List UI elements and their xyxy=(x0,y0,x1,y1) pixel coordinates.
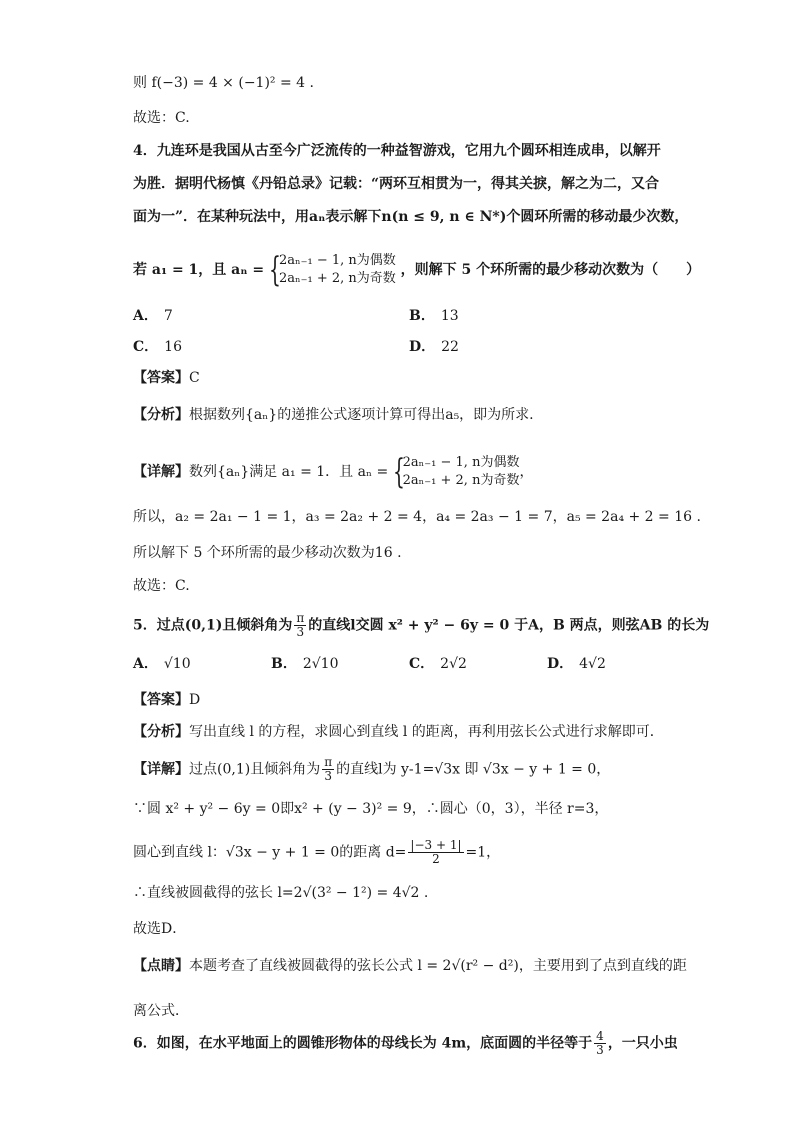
fraction-denominator: 2 xyxy=(432,852,440,866)
q4-option-d xyxy=(409,337,459,357)
analysis-tag: 【分析】 xyxy=(133,407,189,423)
option-value: 2√10 xyxy=(302,656,339,672)
option-value: √10 xyxy=(163,656,191,672)
q4-detail-text-b: ， xyxy=(519,464,534,480)
option-value: 4√2 xyxy=(579,656,606,672)
q5-detail-fraction xyxy=(322,756,334,783)
option-value: 16 xyxy=(164,339,182,355)
option-value: 22 xyxy=(441,339,459,355)
option-label: D． xyxy=(547,656,574,672)
option-value: 13 xyxy=(440,308,459,324)
q3-choice-text: 故选：C. xyxy=(133,110,190,126)
q4-choice-line xyxy=(133,576,190,596)
answer-tag: 【答案】 xyxy=(133,692,189,708)
option-label: C． xyxy=(133,339,159,355)
brace-icon: { xyxy=(269,250,281,290)
q4-stem-text-3: 面为一”．在某种玩法中，用aₙ表示解下n(n ≤ 9, n ∈ N*)个圆环所需的移动最少次数， xyxy=(133,209,689,225)
q4-case-even: 2aₙ₋₁ − 1, n为偶数 xyxy=(279,253,396,268)
q6-fraction xyxy=(594,1030,606,1057)
option-label: B． xyxy=(271,656,297,672)
option-label: D． xyxy=(409,339,436,355)
q4-stem-line-3 xyxy=(133,207,688,227)
q5-option-a xyxy=(133,654,191,674)
q3-result-line xyxy=(133,73,314,93)
q5-stem-text-b: 的直线l交圆 x² + y² − 6y = 0 于A，B 两点，则弦AB 的长为 xyxy=(308,617,710,634)
q5-option-b xyxy=(271,654,339,674)
q6-stem-text-a: 6．如图，在水平地面上的圆锥形物体的母线长为 4m，底面圆的半径等于 xyxy=(133,1035,593,1052)
q5-fraction xyxy=(294,612,306,639)
answer-tag: 【答案】 xyxy=(133,370,189,386)
detail-tag: 【详解】 xyxy=(133,464,189,480)
q5-analysis-text: 写出直线 l 的方程，求圆心到直线 l 的距离，再利用弦长公式进行求解即可． xyxy=(189,724,664,740)
q4-stem-text-4a: 若 a₁ = 1，且 aₙ = xyxy=(133,262,265,278)
fraction-denominator: 3 xyxy=(296,625,305,639)
detail-tag: 【详解】 xyxy=(133,761,189,778)
q5-choice-line xyxy=(133,919,186,939)
q4-detail-text-a: 数列{aₙ}满足 a₁ = 1．且 aₙ = xyxy=(189,464,389,480)
q5-stem-text-a: 5．过点(0,1)且倾斜角为 xyxy=(133,617,293,634)
q4-detail-case-even: 2aₙ₋₁ − 1, n为偶数 xyxy=(402,455,520,470)
q5-distance-text-a: 圆心到直线 l：√3x − y + 1 = 0的距离 d= xyxy=(133,844,407,861)
q4-stem-line-1 xyxy=(133,141,661,161)
q4-conclusion-text: 所以解下 5 个环所需的最少移动次数为16 . xyxy=(133,545,402,561)
q5-comment-line-1 xyxy=(133,956,687,976)
q4-option-b xyxy=(409,306,459,326)
fraction-numerator: |−3 + 1| xyxy=(410,838,462,852)
q4-case-odd: 2aₙ₋₁ + 2, n为奇数 xyxy=(279,271,396,286)
fraction-numerator: π xyxy=(296,611,305,625)
q4-option-a xyxy=(133,306,173,326)
q4-calc-line xyxy=(133,507,701,527)
q5-detail-line xyxy=(133,756,610,783)
q5-analysis-line xyxy=(133,722,664,742)
q4-piecewise xyxy=(269,252,396,288)
q6-stem-line xyxy=(133,1030,678,1057)
q4-detail-line xyxy=(133,454,533,490)
fraction-denominator: 3 xyxy=(596,1043,604,1057)
comment-tag: 【点睛】 xyxy=(133,958,189,974)
q5-distance-text-b: =1， xyxy=(465,844,501,861)
q4-calc-text: 所以，a₂ = 2a₁ − 1 = 1，a₃ = 2a₂ + 2 = 4，a₄ = 2a₃ − 1 = 7，a₅ = 2a₄ + 2 = 16 . xyxy=(133,509,701,525)
q5-circle-line xyxy=(133,799,608,819)
q5-distance-line xyxy=(133,839,500,866)
option-label: B． xyxy=(409,308,435,324)
fraction-numerator: 4 xyxy=(596,1029,604,1043)
q5-distance-fraction xyxy=(408,839,463,866)
q4-detail-piecewise xyxy=(393,454,520,490)
brace-icon: { xyxy=(392,452,405,492)
q5-option-c xyxy=(409,654,467,674)
q5-answer-value: D xyxy=(189,692,201,708)
q5-comment-line-2 xyxy=(133,1001,189,1021)
q4-choice-text: 故选：C. xyxy=(133,578,190,594)
q3-choice-line xyxy=(133,108,190,128)
option-label: A． xyxy=(133,308,158,324)
option-label: C． xyxy=(409,656,435,672)
q5-circle-text: ∵圆 x² + y² − 6y = 0即x² + (y − 3)² = 9，∴圆心（0，3），半径 r=3， xyxy=(133,801,609,817)
q5-choice-text: 故选D． xyxy=(133,921,187,937)
fraction-denominator: 3 xyxy=(324,769,332,783)
q4-analysis-text: 根据数列{aₙ}的递推公式逐项计算可得出a₅，即为所求. xyxy=(189,407,534,423)
q5-answer-line xyxy=(133,690,200,710)
q5-option-d xyxy=(547,654,606,674)
q4-detail-case-odd: 2aₙ₋₁ + 2, n为奇数 xyxy=(402,473,520,488)
q5-chord-line xyxy=(133,883,428,903)
q5-detail-text-b: 的直线l为 y-1=√3x 即 √3x − y + 1 = 0， xyxy=(336,761,611,778)
q4-answer-line xyxy=(133,368,200,388)
q4-answer-value: C xyxy=(189,370,200,386)
q6-stem-text-b: ，一只小虫 xyxy=(607,1035,678,1052)
q4-stem-text-1: 4．九连环是我国从古至今广泛流传的一种益智游戏，它用九个圆环相连成串，以解开 xyxy=(133,143,661,159)
q4-option-c xyxy=(133,337,182,357)
option-value: 2√2 xyxy=(440,656,467,672)
analysis-tag: 【分析】 xyxy=(133,724,189,740)
q3-result-text: 则 f(−3) = 4 × (−1)² = 4 . xyxy=(133,75,314,91)
q4-stem-line-2 xyxy=(133,174,659,194)
q5-stem-line xyxy=(133,612,709,639)
q5-detail-text-a: 过点(0,1)且倾斜角为 xyxy=(189,761,321,778)
fraction-numerator: π xyxy=(324,755,333,769)
q4-conclusion-line xyxy=(133,543,402,563)
q5-comment-text-2: 离公式． xyxy=(133,1003,189,1019)
option-value: 7 xyxy=(163,308,173,324)
option-label: A． xyxy=(133,656,158,672)
q4-analysis-line xyxy=(133,405,534,425)
q5-chord-text: ∴直线被圆截得的弦长 l=2√(3² − 1²) = 4√2 . xyxy=(133,885,429,901)
q5-comment-text-1: 本题考查了直线被圆截得的弦长公式 l = 2√(r² − d²)，主要用到了点到直线的距 xyxy=(189,958,687,974)
q4-stem-line-4 xyxy=(133,252,700,288)
q4-stem-text-2: 为胜．据明代杨慎《丹铅总录》记载：“两环互相贯为一，得其关捩，解之为二，又合 xyxy=(133,176,660,192)
q4-stem-text-4b: ，则解下 5 个环所需的最少移动次数为（ ） xyxy=(400,262,701,278)
